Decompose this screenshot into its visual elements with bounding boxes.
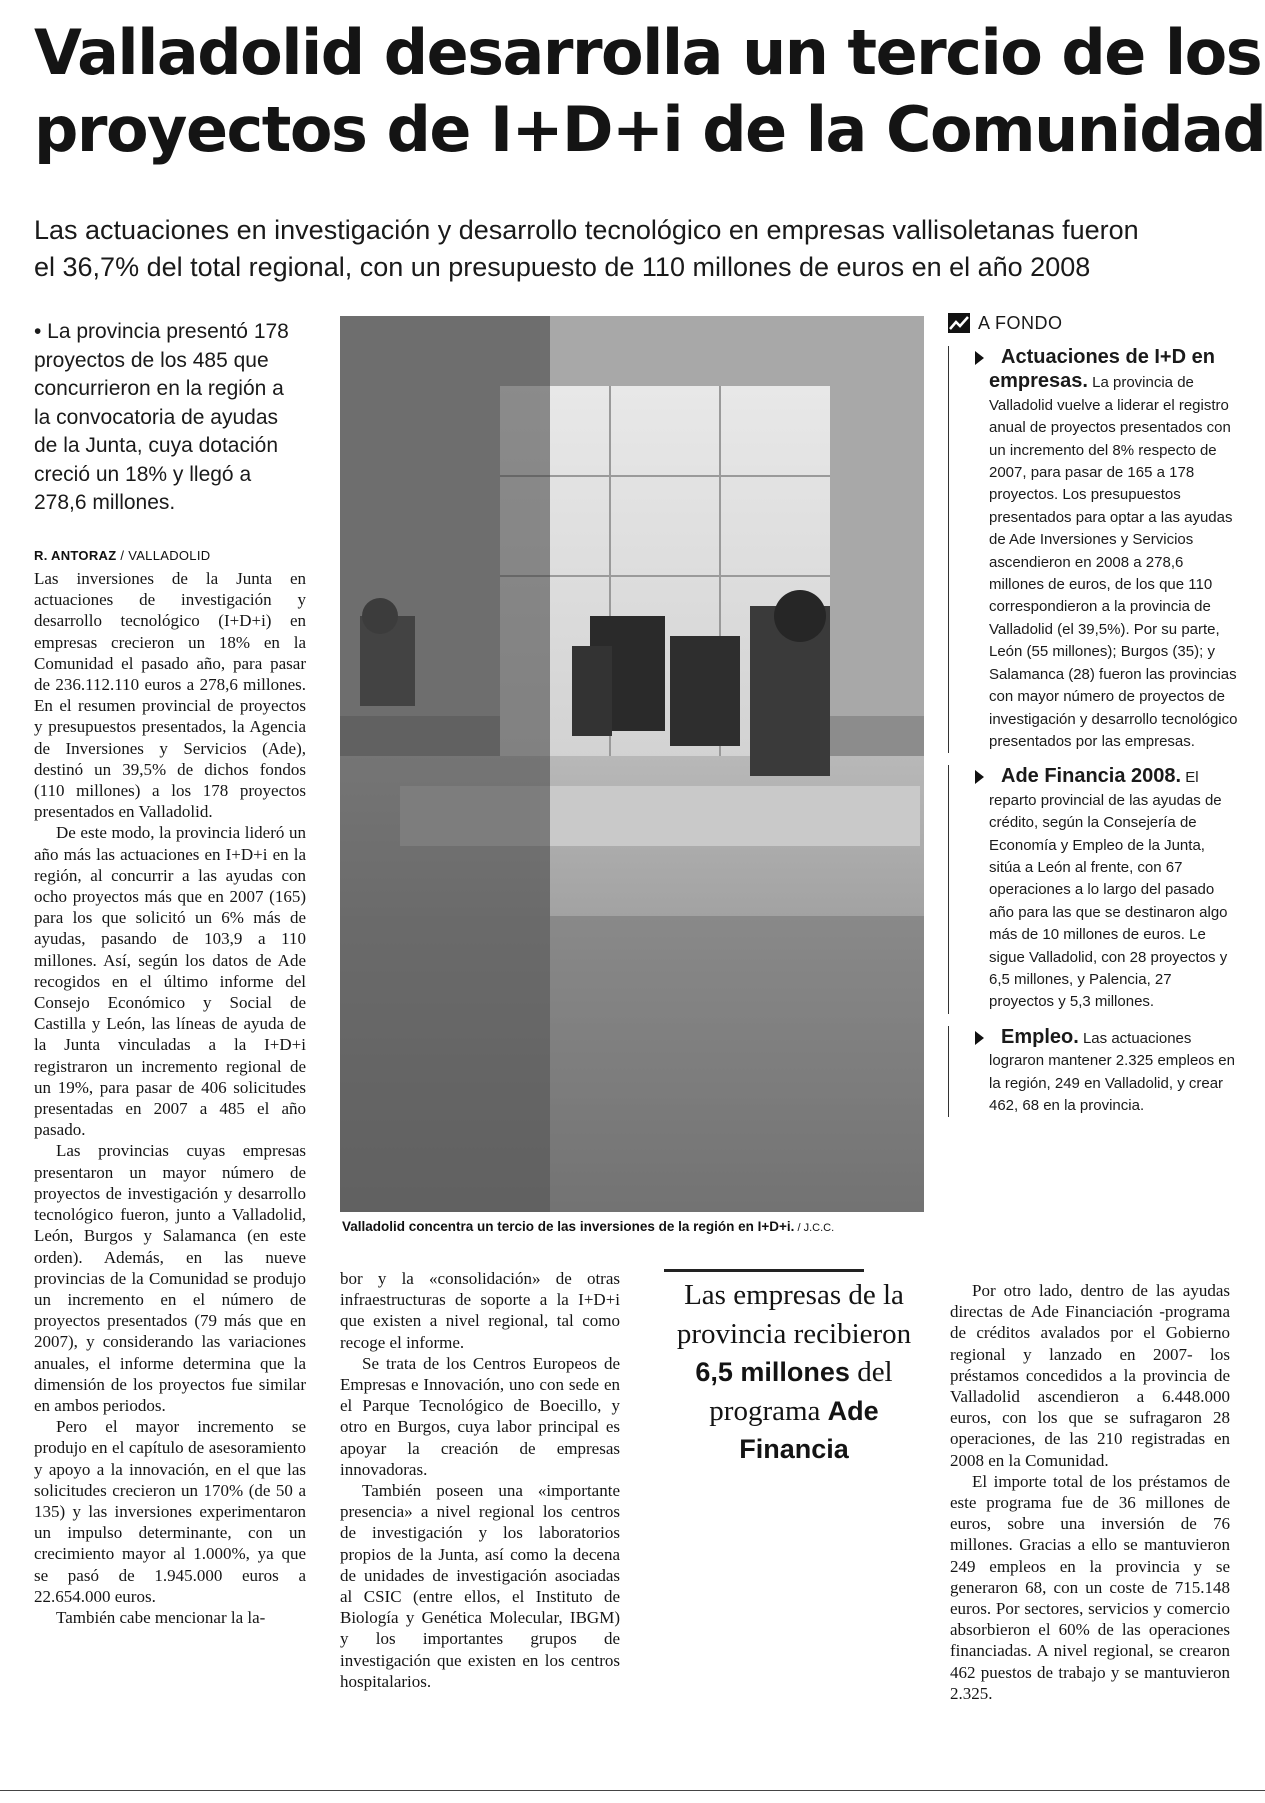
paragraph: Se trata de los Centros Europeos de Empresas e Innovación, uno con sede en el Parque Tecnológico de Boecillo, y otro en Burgos, cuya labor principal es apoyar la creación de empresas innovadoras. — [340, 1353, 620, 1479]
article-column-4 — [950, 1280, 1230, 1704]
paragraph: Las provincias cuyas empresas presentaron un mayor número de proyectos de investigación y desarrollo tecnológico fueron, junto a Valladolid, León, Burgos y Salamanca (en este orden). Además, en las nueve provincias de la Comunidad se produjo un incremento en el número de proyectos presentados (79 más que en 2007), y considerando las variaciones anuales, el informe determina que la dimensión de los proyectos fue similar en ambos periodos. — [34, 1141, 306, 1415]
section-text: La provincia de Valladolid vuelve a liderar el registro anual de proyectos presentados con un incremento del 8% respecto de 2007, para pasar de 165 a 178 proyectos. Los presupuestos presentados para optar a las ayudas de Ade Inversiones y Servicios ascendieron en 2008 a 278,6 millones de euros, de los que 110 correspondieron a la provincia de Valladolid (el 39,5%). Por su parte, León (55 millones); Burgos (35); y Salamanca (28) fueron las provincias con mayor número de proyectos de investigación y desarrollo tecnológico presentados por las empresas. — [989, 374, 1238, 750]
section-title: Actuaciones de I+D en empresas. — [989, 346, 1215, 393]
arrow-icon — [975, 770, 984, 784]
lead-summary: • La provincia presentó 178 proyectos de los 485 que concurrieron en la región a la convocatoria de ayudas de la Junta, cuya dotación creció un 18% y llegó a 278,6 millones. — [34, 320, 289, 514]
office-photo-illustration — [340, 316, 924, 1212]
section-text: Las actuaciones lograron mantener 2.325 empleos en la región, 249 en Valladolid, y crear 462, 68 en la provincia. — [989, 1029, 1235, 1114]
paragraph: bor y la «consolidación» de otras infraestructuras de soporte a la I+D+i que existen a nivel regional, tal como recoge el informe. — [340, 1269, 620, 1352]
section-text: El reparto provincial de las ayudas de crédito, según la Consejería de Economía y Empleo de la Junta, sitúa a León al frente, con 67 operaciones a lo largo del pasado año para las que se destinaron algo más de 10 millones de euros. Le sigue Valladolid, con 28 proyectos y 6,5 millones, y Palencia, 27 proyectos y 5,3 millones. — [989, 769, 1228, 1011]
office-photo — [340, 316, 924, 1212]
paragraph: El importe total de los préstamos de este programa fue de 36 millones de euros, sobre una inversión de 76 millones. Gracias a ello se mantuvieron 249 empleos en la provincia y se generaron 68, con un coste de 715.148 euros. Por sectores, servicios y comercio absorbieron el 60% de las operaciones financiadas. A nivel regional, se crearon 462 puestos de trabajo y se mantuvieron 2.325. — [950, 1471, 1230, 1703]
article-column-1 — [34, 568, 306, 1628]
sidebar-header — [948, 312, 1238, 334]
pull-quote-text: del programa — [709, 1356, 893, 1427]
headline-line-2: proyectos de I+D+i de la Comunidad — [34, 93, 1265, 166]
caption-credit: / J.C.C. — [794, 1222, 835, 1234]
subhead-line-1: Las actuaciones en investigación y desarrollo tecnológico en empresas vallisoletanas fueron — [34, 215, 1139, 245]
paragraph: De este modo, la provincia lideró un año más las actuaciones en I+D+i en la región, al concurrir a las ayudas con ocho proyectos más que en 2007 (165) para los que solicitó un 6% más de ayudas, pasando de 103,9 a 110 millones. Así, según los datos de Ade recogidos en el último informe del Consejo Económico y Social de Castilla y León, las líneas de ayuda de la Junta vinculadas a la I+D+i registraron un incremento regional de un 19%, para pasar de 406 solicitudes presentadas en 2007 a 485 el año pasado. — [34, 823, 306, 1140]
sidebar-label: A FONDO — [978, 312, 1063, 333]
subheadline — [34, 212, 1234, 286]
byline — [34, 548, 314, 563]
pull-quote-rule — [664, 1269, 864, 1272]
pull-quote-highlight: Ade Financia — [739, 1395, 879, 1464]
chart-trend-icon — [948, 313, 970, 333]
article-column-2 — [340, 1268, 620, 1692]
sidebar-a-fondo — [948, 312, 1238, 1117]
byline-location: / VALLADOLID — [116, 548, 211, 563]
sidebar-section-actuaciones — [948, 346, 1238, 753]
pull-quote-text: Las empresas de la provincia recibieron — [676, 1279, 912, 1350]
section-title: Empleo. — [1001, 1025, 1079, 1048]
pull-quote-highlight: 6,5 millones — [695, 1357, 850, 1387]
bottom-rule — [0, 1790, 1265, 1791]
subhead-line-2: el 36,7% del total regional, con un presupuesto de 110 millones de euros en el año 2008 — [34, 252, 1091, 282]
paragraph: También poseen una «importante presencia» a nivel regional los centros de investigación y los laboratorios propios de la Junta, así como la decena de unidades de investigación asociadas al CSIC (entre ellos, el Instituto de Biología y Genética Molecular, IBGM) y los importantes grupos de investigación que existen en los centros hospitalarios. — [340, 1481, 620, 1691]
byline-author: R. ANTORAZ — [34, 548, 117, 563]
paragraph: Pero el mayor incremento se produjo en el capítulo de asesoramiento y apoyo a la innovación, en el que las solicitudes crecieron un 170% (de 50 a 135) y las inversiones experimentaron un impulso determinante, con un crecimiento mayor al 1.000%, ya que se pasó de 1.945.000 euros a 22.654.000 euros. — [34, 1417, 306, 1606]
sidebar-section-ade-financia — [948, 765, 1238, 1013]
caption-text: Valladolid concentra un tercio de las inversiones de la región en I+D+i. — [342, 1219, 795, 1234]
paragraph: Las inversiones de la Junta en actuaciones de investigación y desarrollo tecnológico (I+D+i) en empresas crecieron un 18% en la Comunidad el pasado año, para pasar de 236.112.110 euros a 278,6 millones. En el resumen provincial de proyectos y presupuestos presentados, la Agencia de Inversiones y Servicios (Ade), destinó un 39,5% de dichos fondos (110 millones) a los 178 proyectos presentados en Valladolid. — [34, 569, 306, 822]
paragraph: También cabe mencionar la la- — [56, 1607, 266, 1627]
paragraph: Por otro lado, dentro de las ayudas directas de Ade Financiación -programa de créditos avalados por el Gobierno regional y lanzado en 2007- los préstamos concedidos a la provincia de Valladolid ascendieron a 6.448.000 euros, con los que se sufragaron 28 operaciones, de las 210 registradas en 2008 en la Comunidad. — [950, 1281, 1230, 1470]
sidebar-section-empleo — [948, 1026, 1238, 1118]
pull-quote — [664, 1276, 924, 1469]
headline — [34, 14, 1265, 168]
section-title: Ade Financia 2008. — [1001, 765, 1182, 788]
arrow-icon — [975, 351, 984, 365]
arrow-icon — [975, 1031, 984, 1045]
headline-line-1: Valladolid desarrolla un tercio de los — [34, 16, 1262, 89]
photo-caption — [342, 1219, 942, 1234]
